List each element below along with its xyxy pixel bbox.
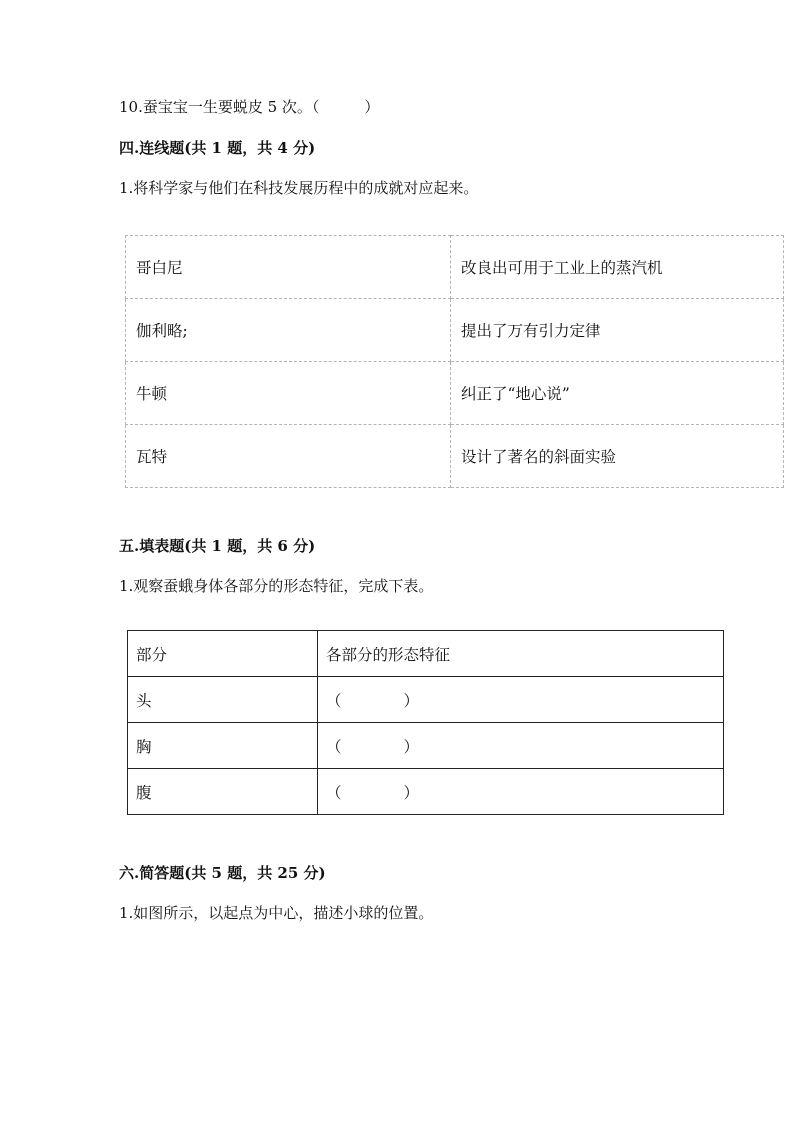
section-6-question: 1.如图所示，以起点为中心，描述小球的位置。 — [119, 904, 434, 922]
section-4-heading: 四.连线题(共 1 题，共 4 分) — [119, 139, 316, 157]
table-row — [128, 677, 724, 723]
table-row — [126, 362, 784, 425]
header-part: 部分 — [128, 631, 318, 677]
answer-blank[interactable]: （ ） — [318, 769, 724, 815]
scientist-cell[interactable]: 瓦特 — [126, 425, 451, 488]
section-6-heading: 六.简答题(共 5 题，共 25 分) — [119, 864, 326, 882]
header-feature: 各部分的形态特征 — [318, 631, 724, 677]
table-row — [126, 425, 784, 488]
table-row — [126, 299, 784, 362]
table-row — [128, 723, 724, 769]
achievement-cell[interactable]: 设计了著名的斜面实验 — [451, 425, 784, 488]
scientist-cell[interactable]: 伽利略; — [126, 299, 451, 362]
table-row — [126, 236, 784, 299]
answer-blank[interactable]: （ ） — [318, 723, 724, 769]
scientist-cell[interactable]: 哥白尼 — [126, 236, 451, 299]
matching-table — [125, 235, 784, 488]
section-5-heading: 五.填表题(共 1 题，共 6 分) — [119, 537, 316, 555]
scientist-cell[interactable]: 牛顿 — [126, 362, 451, 425]
answer-blank[interactable]: （ ） — [318, 677, 724, 723]
part-cell: 腹 — [128, 769, 318, 815]
achievement-cell[interactable]: 改良出可用于工业上的蒸汽机 — [451, 236, 784, 299]
section-4-question: 1.将科学家与他们在科技发展历程中的成就对应起来。 — [119, 179, 479, 197]
part-cell: 胸 — [128, 723, 318, 769]
table-header-row — [128, 631, 724, 677]
table-row — [128, 769, 724, 815]
part-cell: 头 — [128, 677, 318, 723]
achievement-cell[interactable]: 纠正了“地心说” — [451, 362, 784, 425]
section-5-question: 1.观察蚕蛾身体各部分的形态特征，完成下表。 — [119, 577, 434, 595]
question-10: 10.蚕宝宝一生要蜕皮 5 次。（ ） — [119, 98, 380, 116]
fill-in-table — [127, 630, 724, 815]
achievement-cell[interactable]: 提出了万有引力定律 — [451, 299, 784, 362]
